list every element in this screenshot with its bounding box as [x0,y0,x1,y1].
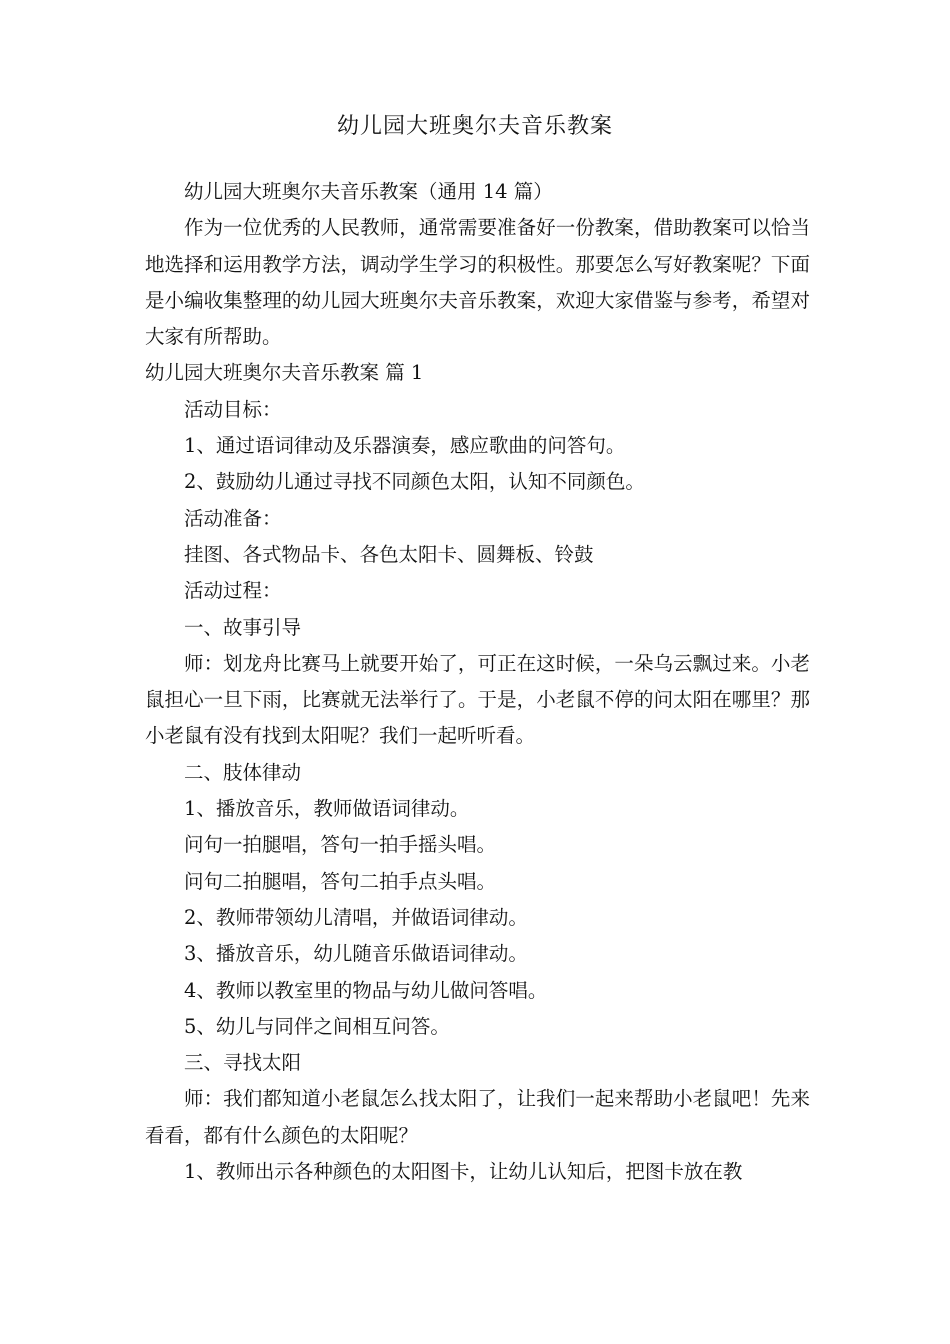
paragraph: 5、幼儿与同伴之间相互问答。 [184,1014,450,1038]
paragraph: 一、故事引导 [184,615,302,639]
paragraph: 2、教师带领幼儿清唱，并做语词律动。 [184,905,528,929]
document-title: 幼儿园大班奥尔夫音乐教案 [336,114,613,139]
paragraph: 3、播放音乐，幼儿随音乐做语词律动。 [184,942,528,966]
paragraph: 幼儿园大班奥尔夫音乐教案（通用 14 篇） [184,180,553,203]
paragraph: 1、教师出示各种颜色的太阳图卡，让幼儿认知后，把图卡放在教 [184,1160,743,1184]
paragraph: 幼儿园大班奥尔夫音乐教案 篇 1 [145,361,424,385]
paragraph: 二、肢体律动 [184,760,302,784]
document-body [145,174,810,1190]
paragraph: 活动准备： [184,506,282,530]
paragraph: 1、通过语词律动及乐器演奏，感应歌曲的问答句。 [184,434,626,458]
paragraph: 师：划龙舟比赛马上就要开始了，可正在这时候，一朵乌云飘过来。小老鼠担心一旦下雨，比赛就无法举行了。于是，小老鼠不停的问太阳在哪里？那小老鼠有没有找到太阳呢？我们一起听听看。 [145,651,810,748]
paragraph: 活动过程： [184,579,282,603]
paragraph: 师：我们都知道小老鼠怎么找太阳了，让我们一起来帮助小老鼠吧！先来看看，都有什么颜色的太阳呢？ [145,1087,810,1147]
paragraph: 作为一位优秀的人民教师，通常需要准备好一份教案，借助教案可以恰当地选择和运用教学方法，调动学生学习的积极性。那要怎么写好教案呢？下面是小编收集整理的幼儿园大班奥尔夫音乐教案，欢迎大家借鉴与参考，希望对大家有所帮助。 [145,216,810,349]
paragraph: 挂图、各式物品卡、各色太阳卡、圆舞板、铃鼓 [184,542,594,566]
paragraph: 三、寻找太阳 [184,1051,302,1075]
paragraph: 活动目标： [184,397,282,421]
paragraph: 2、鼓励幼儿通过寻找不同颜色太阳，认知不同颜色。 [184,470,645,494]
paragraph: 问句一拍腿唱，答句一拍手摇头唱。 [184,833,497,857]
paragraph: 4、教师以教室里的物品与幼儿做问答唱。 [184,978,548,1002]
paragraph: 问句二拍腿唱，答句二拍手点头唱。 [184,869,497,893]
paragraph: 1、播放音乐，教师做语词律动。 [184,797,470,821]
